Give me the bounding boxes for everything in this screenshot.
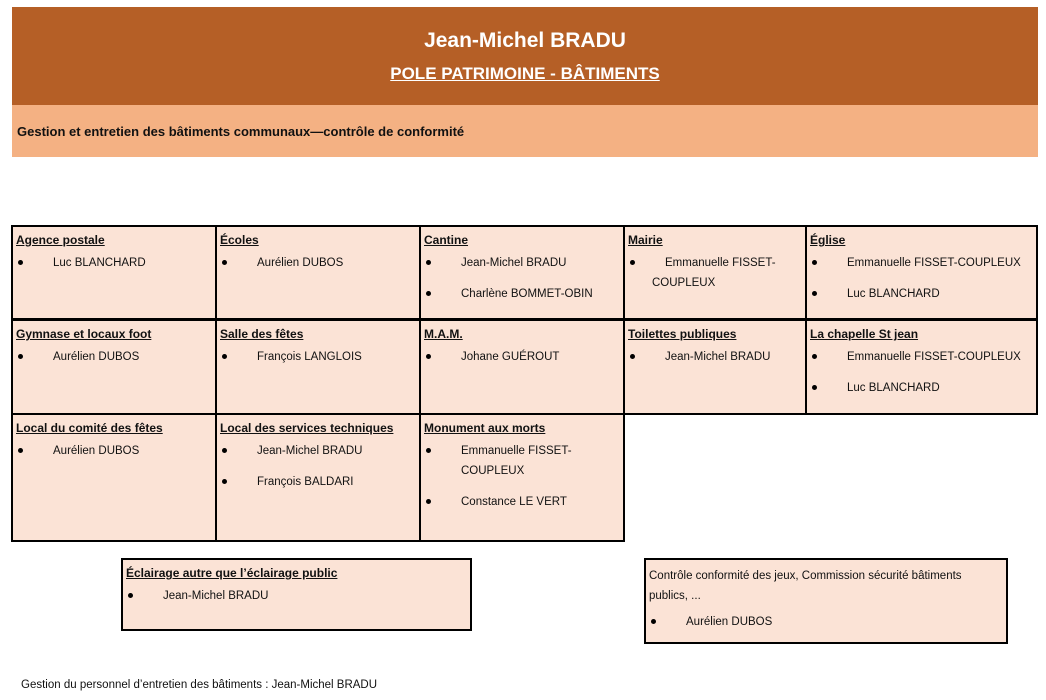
cell-title: La chapelle St jean (810, 327, 919, 341)
person-item: Charlène BOMMET-OBIN (421, 284, 623, 304)
cell-agence-postale (11, 225, 217, 320)
cell-cantine (419, 225, 625, 320)
subheader-banner (12, 105, 1038, 157)
person-item: Luc BLANCHARD (807, 378, 1036, 398)
cell-comite-fetes (11, 413, 217, 542)
person-item: François BALDARI (217, 472, 419, 492)
cell-mam (419, 319, 625, 415)
cell-title: Agence postale (16, 233, 105, 247)
person-item: Emmanuelle FISSET-COUPLEUX (625, 253, 805, 293)
cell-title: Éclairage autre que l’éclairage public (126, 566, 338, 580)
cell-title: Salle des fêtes (220, 327, 304, 341)
cell-toilettes (623, 319, 807, 415)
person-item: Aurélien DUBOS (217, 253, 419, 273)
person-item: Aurélien DUBOS (13, 441, 215, 461)
person-item: Jean-Michel BRADU (217, 441, 419, 461)
person-item: Jean-Michel BRADU (625, 347, 805, 367)
cell-controle (644, 558, 1008, 644)
person-item: Johane GUÉROUT (421, 347, 623, 367)
person-item: Emmanuelle FISSET-COUPLEUX (807, 347, 1036, 367)
cell-services-techniques (215, 413, 421, 542)
person-item: Luc BLANCHARD (13, 253, 215, 273)
person-item: Aurélien DUBOS (646, 612, 1006, 632)
cell-monument (419, 413, 625, 542)
cell-title: Cantine (424, 233, 469, 247)
subheader-text: Gestion et entretien des bâtiments communaux—contrôle de conformité (17, 124, 465, 139)
cell-title: M.A.M. (424, 327, 463, 341)
cell-chapelle (805, 319, 1038, 415)
cell-eglise (805, 225, 1038, 320)
person-item: Aurélien DUBOS (13, 347, 215, 367)
cell-salle-fetes (215, 319, 421, 415)
person-item: Luc BLANCHARD (807, 284, 1036, 304)
manager-name: Jean-Michel BRADU (424, 29, 626, 52)
cell-title: Monument aux morts (424, 421, 546, 435)
footer-note: Gestion du personnel d’entretien des bâtiments : Jean-Michel BRADU (21, 679, 378, 691)
cell-mairie (623, 225, 807, 320)
cell-title: Gymnase et locaux foot (16, 327, 152, 341)
cell-gymnase (11, 319, 217, 415)
person-item: Emmanuelle FISSET-COUPLEUX (807, 253, 1036, 273)
person-item: Constance LE VERT (421, 492, 623, 512)
cell-title: Toilettes publiques (628, 327, 737, 341)
person-item: Emmanuelle FISSET-COUPLEUX (421, 441, 623, 481)
header-banner (12, 7, 1038, 105)
pole-title: POLE PATRIMOINE - BÂTIMENTS (390, 64, 660, 83)
person-item: Jean-Michel BRADU (421, 253, 623, 273)
cell-title: Local des services techniques (220, 421, 394, 435)
cell-ecoles (215, 225, 421, 320)
controle-text: Contrôle conformité des jeux, Commission sécurité bâtiments publics, ... (649, 570, 962, 602)
cell-eclairage (121, 558, 472, 631)
cell-title: Mairie (628, 233, 663, 247)
cell-title: Écoles (220, 233, 259, 247)
person-item: Jean-Michel BRADU (123, 586, 470, 606)
cell-title: Église (810, 233, 846, 247)
person-item: François LANGLOIS (217, 347, 419, 367)
cell-title: Local du comité des fêtes (16, 421, 163, 435)
